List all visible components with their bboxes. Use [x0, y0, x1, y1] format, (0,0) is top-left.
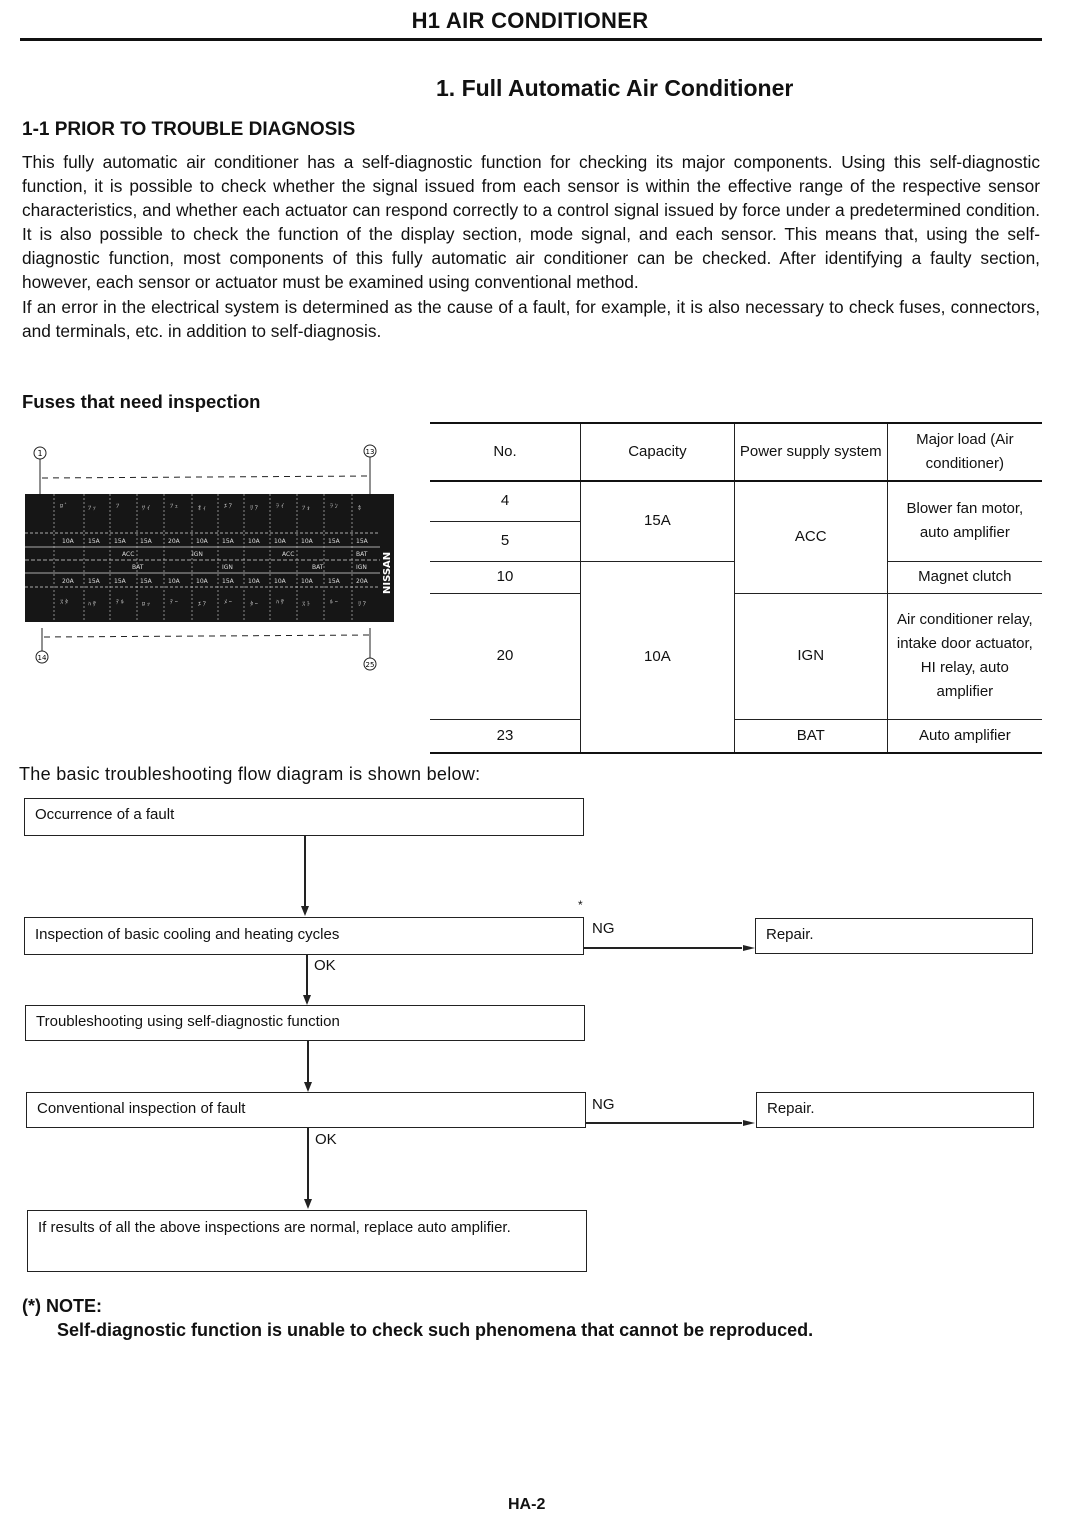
svg-text:10A: 10A: [301, 578, 313, 585]
svg-text:ﾊ ｻ: ﾊ ｻ: [276, 599, 284, 606]
flow-step-repair-1: Repair.: [755, 918, 1033, 954]
fuse-capacity: 15A: [581, 481, 735, 561]
flow-connector: [304, 836, 306, 908]
svg-text:BAT: BAT: [356, 551, 368, 558]
col-header-power-supply: Power supply system: [734, 423, 887, 481]
svg-text:IGN: IGN: [222, 564, 233, 571]
fuse-no: 20: [496, 647, 514, 664]
flow-step-self-diagnostic: Troubleshooting using self-diagnostic function: [25, 1005, 585, 1041]
svg-text:ﾌ ｧ: ﾌ ｧ: [88, 505, 96, 512]
svg-text:ﾌ: ﾌ: [116, 503, 120, 510]
svg-text:13: 13: [365, 448, 375, 456]
fuse-box-diagram: [22, 438, 402, 678]
fuse-table: [430, 422, 1042, 754]
flow-step-repair-2: Repair.: [756, 1092, 1034, 1128]
intro-text: [22, 150, 1040, 343]
arrow-down-icon: [304, 1199, 312, 1209]
svg-text:20A: 20A: [356, 578, 368, 585]
svg-text:ﾀ ｰ: ﾀ ｰ: [250, 601, 258, 608]
svg-text:ｵ ｨ: ｵ ｨ: [198, 505, 206, 512]
intro-paragraph-2: If an error in the electrical system is determined as the cause of a fault, for example, it is also necessary to check fuses, connectors, and terminals, etc. in addition to self-diagnosis.: [22, 296, 1040, 341]
svg-text:ﾊ ｻ: ﾊ ｻ: [88, 601, 96, 608]
svg-text:ﾗ ｲ: ﾗ ｲ: [276, 503, 284, 510]
fuses-heading: Fuses that need inspection: [22, 391, 261, 412]
svg-text:10A: 10A: [62, 538, 74, 545]
fuse-major-load: Air conditioner relay, intake door actuator, HI relay, auto amplifier: [887, 593, 1042, 719]
svg-text:ﾙ ｰ: ﾙ ｰ: [330, 599, 338, 606]
svg-text:15A: 15A: [114, 578, 126, 585]
svg-text:ｴ ｱ: ｴ ｱ: [224, 503, 232, 510]
svg-text:IGN: IGN: [356, 564, 367, 571]
section-title: 1. Full Automatic Air Conditioner: [436, 75, 794, 101]
fuse-box-illustration: [22, 438, 402, 678]
flow-connector: [586, 1122, 742, 1124]
page-header-title: H1 AIR CONDITIONER: [411, 8, 649, 33]
flow-step-basic-inspection: Inspection of basic cooling and heating cycles: [24, 917, 584, 955]
fuse-major-load: Magnet clutch: [887, 561, 1042, 593]
svg-text:NISSAN: NISSAN: [382, 551, 393, 594]
svg-text:ACC: ACC: [282, 551, 295, 558]
arrow-right-icon: [743, 1120, 755, 1126]
subsection-title: 1-1 PRIOR TO TROUBLE DIAGNOSIS: [22, 119, 356, 140]
svg-text:ﾘ ｱ: ﾘ ｱ: [250, 505, 258, 512]
svg-text:10A: 10A: [301, 538, 313, 545]
arrow-right-icon: [743, 945, 755, 951]
svg-text:IGN: IGN: [192, 551, 203, 558]
svg-text:15A: 15A: [88, 578, 100, 585]
svg-text:ﾘ ｱ: ﾘ ｱ: [358, 601, 366, 608]
fuse-major-load: Auto amplifier: [887, 719, 1042, 753]
svg-text:ﾒ ｰ: ﾒ ｰ: [224, 599, 232, 606]
svg-text:10A: 10A: [168, 578, 180, 585]
svg-text:ｽ ﾀ: ｽ ﾀ: [60, 599, 68, 606]
table-header-row: [430, 423, 1042, 481]
svg-text:20A: 20A: [168, 538, 180, 545]
fuse-capacity: 10A: [581, 561, 735, 753]
svg-text:1: 1: [37, 449, 43, 458]
table-row: [430, 481, 1042, 521]
arrow-down-icon: [304, 1082, 312, 1092]
svg-text:15A: 15A: [88, 538, 100, 545]
fuse-power-supply: BAT: [734, 719, 887, 753]
svg-text:10A: 10A: [274, 578, 286, 585]
fuse-no: 23: [496, 726, 514, 744]
svg-text:ACC: ACC: [122, 551, 135, 558]
svg-text:15A: 15A: [356, 538, 368, 545]
ng-label: NG: [592, 1096, 615, 1113]
header-rule: [20, 38, 1042, 41]
svg-text:ｽ ﾄ: ｽ ﾄ: [302, 601, 310, 608]
fuse-power-supply: IGN: [734, 593, 887, 719]
fuse-power-supply: ACC: [734, 481, 887, 593]
arrow-down-icon: [301, 906, 309, 916]
svg-text:20A: 20A: [62, 578, 74, 585]
flow-step-replace-amplifier: If results of all the above inspections are normal, replace auto amplifier.: [27, 1210, 587, 1272]
flow-connector: [306, 955, 308, 997]
svg-text:ﾌ ｫ: ﾌ ｫ: [302, 505, 310, 512]
note-text: Self-diagnostic function is unable to check such phenomena that cannot be reproduced.: [57, 1320, 814, 1340]
svg-text:ﾎ: ﾎ: [358, 505, 362, 512]
flow-step-conventional-inspection: Conventional inspection of fault: [26, 1092, 586, 1128]
flow-connector: [584, 947, 742, 949]
svg-text:ﾃ ﾙ: ﾃ ﾙ: [116, 599, 124, 606]
page-number: HA-2: [508, 1496, 546, 1513]
fuse-no: 5: [500, 532, 510, 549]
fuse-no: 10: [496, 568, 514, 585]
ok-label: OK: [314, 957, 336, 974]
svg-text:10A: 10A: [248, 538, 260, 545]
svg-text:ﾗ ﾝ: ﾗ ﾝ: [330, 503, 338, 510]
svg-text:ｴ ｱ: ｴ ｱ: [198, 601, 206, 608]
svg-text:25: 25: [365, 661, 375, 669]
svg-text:15A: 15A: [140, 578, 152, 585]
arrow-down-icon: [303, 995, 311, 1005]
col-header-no: No.: [493, 443, 517, 460]
svg-text:BAT: BAT: [132, 564, 144, 571]
svg-text:10A: 10A: [274, 538, 286, 545]
note-label: (*) NOTE:: [22, 1296, 102, 1316]
svg-text:ﾜ ｲ: ﾜ ｲ: [142, 505, 150, 512]
fuse-no: 4: [500, 492, 510, 510]
svg-text:ﾛ ｯ: ﾛ ｯ: [142, 601, 150, 608]
svg-text:15A: 15A: [222, 578, 234, 585]
svg-text:15A: 15A: [140, 538, 152, 545]
col-header-major-load: Major load (Air conditioner): [887, 423, 1042, 481]
svg-text:15A: 15A: [328, 578, 340, 585]
flow-connector: [307, 1128, 309, 1200]
flow-step-occurrence: Occurrence of a fault: [24, 798, 584, 836]
svg-text:BAT: BAT: [312, 564, 324, 571]
flow-intro-text: The basic troubleshooting flow diagram is shown below:: [19, 764, 481, 784]
svg-text:10A: 10A: [248, 578, 260, 585]
svg-text:ﾃ ｰ: ﾃ ｰ: [170, 599, 178, 606]
svg-text:15A: 15A: [222, 538, 234, 545]
asterisk-marker: *: [578, 898, 583, 912]
intro-paragraph-1: This fully automatic air conditioner has a self-diagnostic function for checking its major components. Using this self-diagnostic function, it is possible to check whether the signal issued from each sensor is within the effective range of the respective sensor characteristics, and whether each actuator can respond correctly to a control signal issued by force under a predetermined condition. It is also possible to check the function of the display section, mode signal, and each sensor. This means that, using the self-diagnostic function, most components of this fully automatic air conditioner can be checked. After identifying a faulty section, however, each sensor or actuator must be examined using conventional method.: [22, 152, 1040, 293]
flow-connector: [307, 1041, 309, 1083]
col-header-capacity: Capacity: [581, 423, 735, 481]
fuse-major-load: Blower fan motor, auto amplifier: [887, 481, 1042, 561]
table-row: [430, 593, 1042, 719]
svg-text:ﾛ ﾞ: ﾛ ﾞ: [60, 503, 68, 510]
ok-label: OK: [315, 1131, 337, 1148]
table-row: [430, 719, 1042, 753]
svg-text:15A: 15A: [328, 538, 340, 545]
ng-label: NG: [592, 920, 615, 937]
svg-text:10A: 10A: [196, 538, 208, 545]
svg-text:14: 14: [37, 654, 47, 662]
svg-text:ﾌ ｪ: ﾌ ｪ: [170, 503, 178, 510]
svg-text:15A: 15A: [114, 538, 126, 545]
svg-text:10A: 10A: [196, 578, 208, 585]
